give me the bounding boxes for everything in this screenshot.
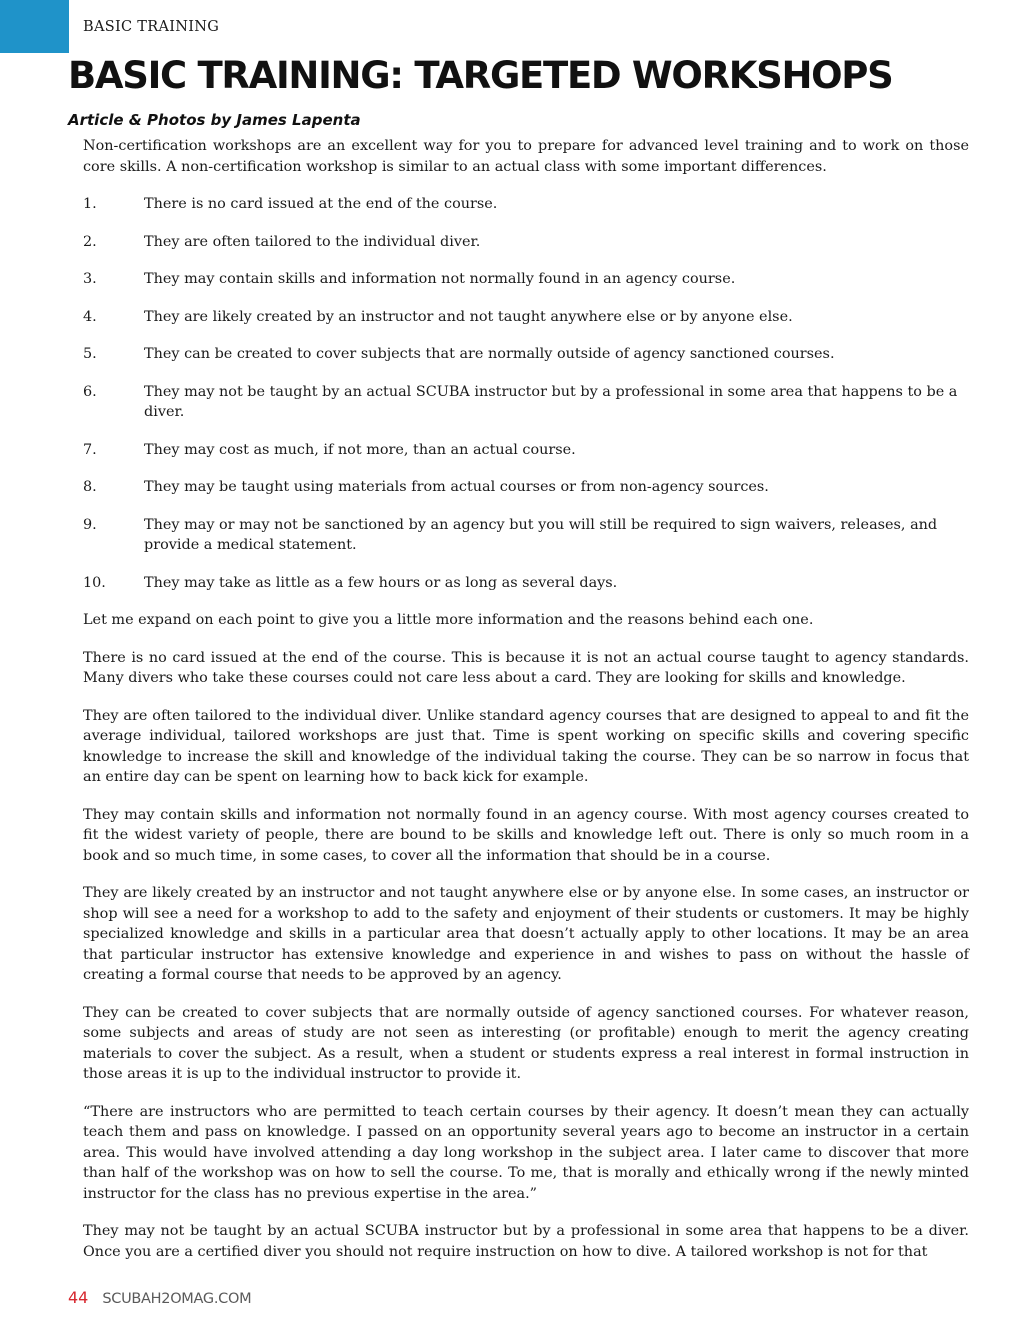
list-item-number: 5. <box>83 346 97 362</box>
list-item-text: They may contain skills and information not normally found in an agency course. <box>144 271 736 287</box>
list-item-number: 6. <box>83 383 97 400</box>
list-item <box>83 269 969 290</box>
list-item-number: 7. <box>83 441 97 458</box>
body-paragraph: There is no card issued at the end of the course. This is because it is not an actual course taught to agency standards. Many divers who take these courses could not care less about a card. They are looking for skills and knowledge. <box>83 649 969 686</box>
list-item-number: 3. <box>83 271 97 287</box>
list-item-text: They may take as little as a few hours or as long as several days. <box>144 574 618 591</box>
list-item <box>83 515 969 556</box>
list-item <box>83 344 969 365</box>
pull-quote-paragraph: “There are instructors who are permitted to teach certain courses by their agency. It doesn’t mean they can actually teach them and pass on knowledge. I passed on an opportunity several years ago to become an instructor in a certain area. This would have involved attending a day long workshop in the subject area. I later came to discover that more than half of the workshop was on how to sell the course. To me, that is morally and ethically wrong if the newly minted instructor for the class has no previous expertise in the area.” <box>83 1103 969 1202</box>
intro-paragraph: Non-certification workshops are an excellent way for you to prepare for advanced level training and to work on those core skills. A non-certification workshop is similar to an actual class with some important differences. <box>83 138 969 175</box>
list-item-text: They can be created to cover subjects that are normally outside of agency sanctioned courses. <box>144 346 835 362</box>
list-item <box>83 440 969 461</box>
list-item-number: 2. <box>83 233 97 250</box>
list-item-text: They may cost as much, if not more, than an actual course. <box>144 441 576 458</box>
body-paragraph: They are often tailored to the individual diver. Unlike standard agency courses that are designed to appeal to and fit the average individual, tailored workshops are just that. Time is spent working on specific skills and covering specific knowledge to increase the skill and knowledge of the individual taking the course. They can be so narrow in focus that an entire day can be spent on learning how to back kick for example. <box>83 707 969 785</box>
site-url: SCUBAH2OMAG.COM <box>102 1291 252 1307</box>
article-title: BASIC TRAINING: TARGETED WORKSHOPS <box>68 54 893 97</box>
list-item-text: They may be taught using materials from actual courses or from non-agency sources. <box>144 479 769 495</box>
page-footer <box>68 1288 251 1308</box>
list-item <box>83 232 969 253</box>
list-item-text: They are often tailored to the individual diver. <box>144 233 481 250</box>
section-label: BASIC TRAINING <box>83 19 220 35</box>
list-item-number: 9. <box>83 516 97 533</box>
article-body <box>83 136 969 1279</box>
list-item <box>83 382 969 423</box>
page-number: 44 <box>68 1288 89 1307</box>
body-paragraph: They may contain skills and information not normally found in an agency course. With most agency courses created to fit the widest variety of people, there are bound to be skills and knowledge left out. There is only so much room in a book and so much time, in some cases, to cover all the information that should be in a course. <box>83 806 969 864</box>
section-color-block <box>0 0 69 53</box>
body-paragraph: They can be created to cover subjects that are normally outside of agency sanctioned courses. For whatever reason, some subjects and areas of study are not seen as interesting (or profitable) enough to merit the agency creating materials to cover the subject. As a result, when a student or students express a real interest in formal instruction in those areas it is up to the individual instructor to provide it. <box>83 1004 969 1082</box>
body-paragraph: They are likely created by an instructor and not taught anywhere else or by anyone else. In some cases, an instructor or shop will see a need for a workshop to add to the safety and enjoyment of their students or customers. It may be highly specialized knowledge and skills in a particular area that doesn’t actually apply to other locations. It may be an area that particular instructor has extensive knowledge and experience in and wishes to pass on without the hassle of creating a formal course that needs to be approved by an agency. <box>83 885 969 983</box>
list-item-number: 1. <box>83 196 97 212</box>
list-item-text: They are likely created by an instructor and not taught anywhere else or by anyone else. <box>144 308 793 325</box>
list-item-number: 4. <box>83 308 97 325</box>
list-item-text: There is no card issued at the end of the course. <box>144 196 498 212</box>
list-item-number: 10. <box>83 574 106 591</box>
list-item-text: They may not be taught by an actual SCUBA instructor but by a professional in some area that happens to be a diver. <box>144 383 958 420</box>
list-item <box>83 307 969 328</box>
differences-list <box>83 194 969 593</box>
list-item-number: 8. <box>83 479 97 495</box>
article-byline: Article & Photos by James Lapenta <box>68 111 361 129</box>
body-paragraph: Let me expand on each point to give you a little more information and the reasons behind each one. <box>83 612 814 628</box>
list-item <box>83 477 969 498</box>
body-paragraph: They may not be taught by an actual SCUBA instructor but by a professional in some area that happens to be a diver. Once you are a certified diver you should not require instruction on how to dive. A tailored workshop is not for that <box>83 1223 969 1260</box>
list-item <box>83 573 969 594</box>
list-item <box>83 194 969 215</box>
list-item-text: They may or may not be sanctioned by an agency but you will still be required to sign waivers, releases, and provide a medical statement. <box>144 516 938 553</box>
